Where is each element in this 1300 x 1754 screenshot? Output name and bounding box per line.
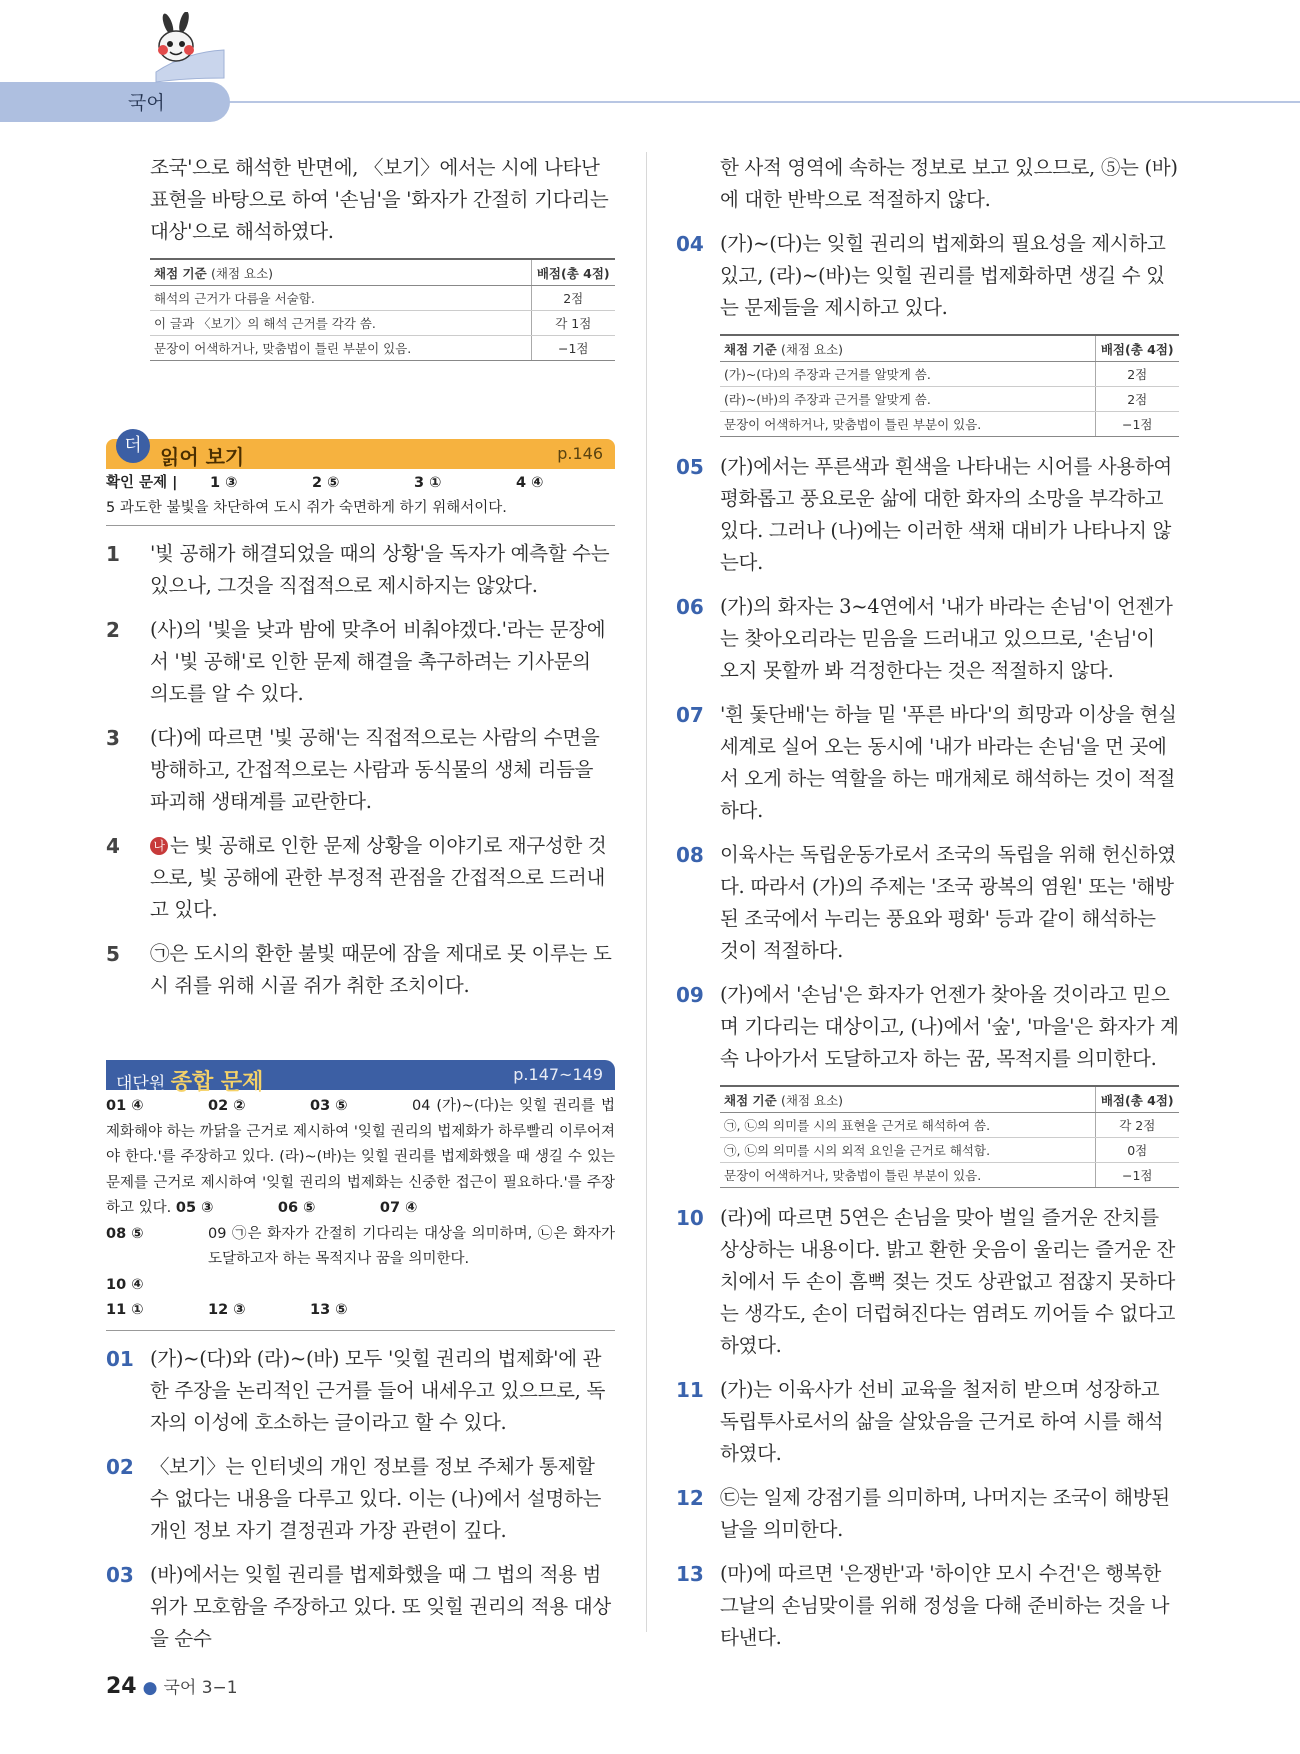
table-row: ㉠, ㉡의 의미를 시의 외적 요인을 근거로 해석함. 0점 — [720, 1138, 1179, 1163]
answer-5: 5 과도한 불빛을 차단하여 도시 쥐가 숙면하게 하기 위해서이다. — [106, 500, 507, 516]
bullet-icon: ● — [142, 1678, 158, 1698]
list-item: 05 (가)에서는 푸른색과 흰색을 나타내는 시어를 사용하여 평화롭고 풍요로운 삶에 대한 화자의 소망을 부각하고 있다. 그러나 (나)에는 이러한 색채 대비가 나타나지 않는다. — [676, 455, 1172, 574]
subject-label: 국어 — [128, 92, 165, 114]
table-row: (라)~(바)의 주장과 근거를 알맞게 씀. 2점 — [720, 387, 1179, 412]
right-column — [676, 152, 1179, 1654]
more-reading-bar — [106, 435, 615, 469]
criteria-points-head: 배점(총 4점) — [531, 259, 615, 286]
criteria-table-left — [150, 258, 615, 361]
list-item: 1 '빛 공해가 해결되었을 때의 상황'을 독자가 예측할 수는 있으나, 그것을 직접적으로 제시하지는 않았다. — [106, 542, 610, 597]
list-item: 06 (가)의 화자는 3~4연에서 '내가 바라는 손님'이 언젠가는 찾아오리라는 믿음을 드러내고 있으므로, '손님'이 오지 못할까 봐 걱정한다는 것은 적절하지 않다. — [676, 595, 1173, 682]
check-label: 확인 문제 | — [106, 475, 178, 491]
page-footer — [106, 1673, 238, 1699]
list-item: 02 〈보기〉는 인터넷의 개인 정보를 정보 주체가 통제할 수 없다는 내용을 다루고 있다. 이는 (나)에서 설명하는 개인 정보 자기 결정권과 가장 관련이 깊다. — [106, 1454, 602, 1542]
table-row: 문장이 어색하거나, 맞춤법이 틀린 부분이 있음. −1점 — [720, 412, 1179, 437]
list-item: 12 ㉢는 일제 강점기를 의미하며, 나머지는 조국이 해방된 날을 의미한다. — [676, 1486, 1170, 1541]
list-item: 2 (사)의 '빛을 낮과 밤에 맞추어 비춰야겠다.'라는 문장에서 '빛 공해'로 인한 문제 해결을 촉구하려는 기사문의 의도를 알 수 있다. — [106, 618, 606, 705]
list-item: 08 이육사는 독립운동가로서 조국의 독립을 위해 헌신하였다. 따라서 (가)의 주제는 '조국 광복의 염원' 또는 '해방된 조국에서 누리는 풍요와 평화' 등과 같이 해석하는 것이 적절하다. — [676, 843, 1176, 962]
page-number: 24 — [106, 1674, 137, 1699]
table-row: (가)~(다)의 주장과 근거를 알맞게 씀. 2점 — [720, 362, 1179, 387]
more-reading-answers — [106, 469, 615, 526]
criteria-head: 채점 기준 (채점 요소) — [720, 335, 1095, 362]
criteria-table-right-1 — [720, 334, 1179, 437]
unit-review-title: 대단원 종합 문제 — [116, 1070, 264, 1095]
list-item: 07 '흰 돛단배'는 하늘 밑 '푸른 바다'의 희망과 이상을 현실 세계로 실어 오는 동시에 '내가 바라는 손님'을 먼 곳에서 오게 하는 역할을 하는 매개체로 해석하는 것이 적절하다. — [676, 703, 1177, 822]
more-reading-badge: 더 — [116, 429, 150, 463]
list-item: 01 (가)~(다)와 (라)~(바) 모두 '잊힐 권리의 법제화'에 관한 주장을 논리적인 근거를 들어 내세우고 있으므로, 독자의 이성에 호소하는 글이라고 할 수 있다. — [106, 1346, 606, 1434]
table-row: 이 글과 〈보기〉의 해석 근거를 각각 씀. 각 1점 — [150, 311, 615, 336]
criteria-table-right-2 — [720, 1085, 1179, 1188]
criteria-points-head: 배점(총 4점) — [1095, 1086, 1179, 1113]
criteria-points-head: 배점(총 4점) — [1095, 335, 1179, 362]
list-item: 4 나 는 빛 공해로 인한 문제 상황을 이야기로 재구성한 것으로, 빛 공해에 관한 부정적 관점을 간접적으로 드러내고 있다. — [106, 834, 607, 921]
header-band — [0, 82, 230, 122]
criteria-head: 채점 기준 (채점 요소) — [150, 259, 531, 286]
table-row: ㉠, ㉡의 의미를 시의 표현을 근거로 해석하여 씀. 각 2점 — [720, 1113, 1179, 1138]
more-reading-title: 읽어 보기 — [160, 445, 245, 469]
answer-item: 3 ① — [414, 475, 442, 491]
answer-item: 2 ⑤ — [312, 475, 340, 491]
list-item: 11 (가)는 이육사가 선비 교육을 철저히 받으며 성장하고 독립투사로서의 삶을 살았음을 근거로 하여 시를 해석하였다. — [676, 1378, 1164, 1465]
mascot-icon — [146, 12, 226, 84]
continued-paragraph: 한 사적 영역에 속하는 정보로 보고 있으므로, ⑤는 (바)에 대한 반박으로 적절하지 않다. — [720, 156, 1178, 211]
left-column — [106, 152, 615, 1655]
unit-review-page: p.147~149 — [513, 1065, 603, 1084]
unit-review-answers: 01 ④ 02 ② 03 ⑤ 04 (가)~(다)는 잊힐 권리를 법제화해야 하는 까닭을 근거로 제시하여 '잊힐 권리의 법제화가 하루빨리 이루어져야 한다.'를 주장하고 있다. (라)~(바)는 잊힐 권리를 법제화했을 때 생길 수 있는 문제를 근거로 제시하여 '잊힐 권리의 법제화는 신중한 접근이 필요하다.'를 주장하고 있다. 05 ③ 06 ⑤ 07 ④ 08 ⑤ 09 ㉠은 화자가 간절히 기다리는 대상을 의미하며, ㉡은 화자가 도달하고자 하는 목적지나 꿈을 의미한다. 10 ④ 11 ① 12 ③ 13 ⑤ — [106, 1090, 615, 1331]
list-item: 3 (다)에 따르면 '빛 공해'는 직접적으로는 사람의 수면을 방해하고, 간접적으로는 사람과 동식물의 생체 리듬을 파괴해 생태계를 교란한다. — [106, 726, 600, 813]
column-divider — [646, 152, 647, 1632]
table-row: 문장이 어색하거나, 맞춤법이 틀린 부분이 있음. −1점 — [720, 1163, 1179, 1188]
criteria-head: 채점 기준 (채점 요소) — [720, 1086, 1095, 1113]
answer-item: 4 ④ — [516, 475, 544, 491]
table-row: 문장이 어색하거나, 맞춤법이 틀린 부분이 있음. −1점 — [150, 336, 615, 361]
list-item: 10 (라)에 따르면 5연은 손님을 맞아 벌일 즐거운 잔치를 상상하는 내용이다. 밝고 환한 웃음이 울리는 즐거운 잔치에서 두 손이 흠뻑 젖는 것도 상관없고 점잖지 못하다는 생각도, 손이 더럽혀진다는 염려도 끼어들 수 없다고 하였다. — [676, 1206, 1176, 1357]
answer-item: 1 ③ — [210, 475, 238, 491]
book-title: 국어 3−1 — [163, 1678, 238, 1698]
list-item: 5 ㉠은 도시의 환한 불빛 때문에 잠을 제대로 못 이루는 도시 쥐를 위해 시골 쥐가 취한 조치이다. — [106, 942, 612, 997]
na-badge-icon: 나 — [150, 837, 168, 855]
intro-paragraph: 조국'으로 해석한 반면에, 〈보기〉에서는 시에 나타난 표현을 바탕으로 하여 '손님'을 '화자가 간절히 기다리는 대상'으로 해석하였다. — [150, 156, 609, 243]
more-reading-page: p.146 — [557, 444, 603, 463]
list-item: 09 (가)에서 '손님'은 화자가 언젠가 찾아올 것이라고 믿으며 기다리는 대상이고, (나)에서 '숲', '마을'은 화자가 계속 나아가서 도달하고자 하는 꿈, 목적지를 의미한다. — [676, 983, 1179, 1070]
list-item: 04 (가)~(다)는 잊힐 권리의 법제화의 필요성을 제시하고 있고, (라)~(바)는 잊힐 권리를 법제화하면 생길 수 있는 문제들을 제시하고 있다. — [676, 232, 1166, 319]
table-row: 해석의 근거가 다름을 서술함. 2점 — [150, 286, 615, 311]
list-item: 03 (바)에서는 잊힐 권리를 법제화했을 때 그 법의 적용 범위가 모호함을 주장하고 있다. 또 잊힐 권리의 적용 대상을 순수 — [106, 1562, 611, 1650]
list-item: 13 (마)에 따르면 '은쟁반'과 '하이얀 모시 수건'은 행복한 그날의 손님맞이를 위해 정성을 다해 준비하는 것을 나타낸다. — [676, 1562, 1170, 1649]
unit-review-bar — [106, 1060, 615, 1095]
